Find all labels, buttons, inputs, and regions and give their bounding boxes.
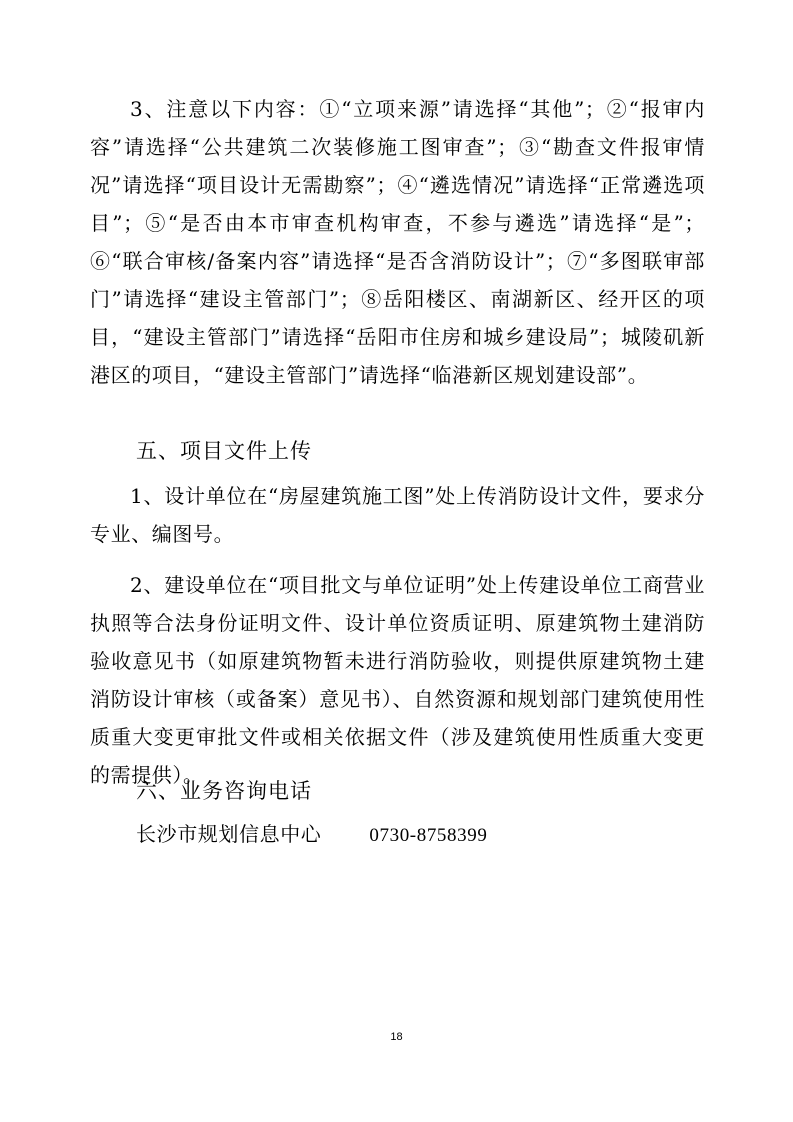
contact-line <box>136 817 487 853</box>
upload-item-1: 1、设计单位在“房屋建筑施工图”处上传消防设计文件，要求分专业、编图号。 <box>90 484 705 546</box>
contact-name: 长沙市规划信息中心 <box>136 822 322 846</box>
section-5-heading: 五、项目文件上传 <box>136 439 312 463</box>
page-number: 18 <box>390 1031 403 1043</box>
instruction-item-3: 3、注意以下内容：①“立项来源”请选择“其他”；②“报审内容”请选择“公共建筑二次装修施工图审查”；③“勘查文件报审情况”请选择“项目设计无需勘察”；④“遴选情况”请选择“正常遴选项目”；⑤“是否由本市审查机构审查，不参与遴选”请选择“是”；⑥“联合审核/备案内容”请选择“是否含消防设计”；⑦“多图联审部门”请选择“建设主管部门”；⑧岳阳楼区、南湖新区、经开区的项目，“建设主管部门”请选择“岳阳市住房和城乡建设局”；城陵矶新港区的项目，“建设主管部门”请选择“临港新区规划建设部”。 <box>90 97 705 387</box>
contact-phone: 0730-8758399 <box>369 825 488 846</box>
section-6-heading: 六、业务咨询电话 <box>136 779 312 803</box>
upload-item-2: 2、建设单位在“项目批文与单位证明”处上传建设单位工商营业执照等合法身份证明文件、设计单位资质证明、原建筑物土建消防验收意见书（如原建筑物暂未进行消防验收，则提供原建筑物土建消防设计审核（或备案）意见书）、自然资源和规划部门建筑使用性质重大变更审批文件或相关依据文件（涉及建筑使用性质重大变更的需提供）。 <box>90 573 705 787</box>
